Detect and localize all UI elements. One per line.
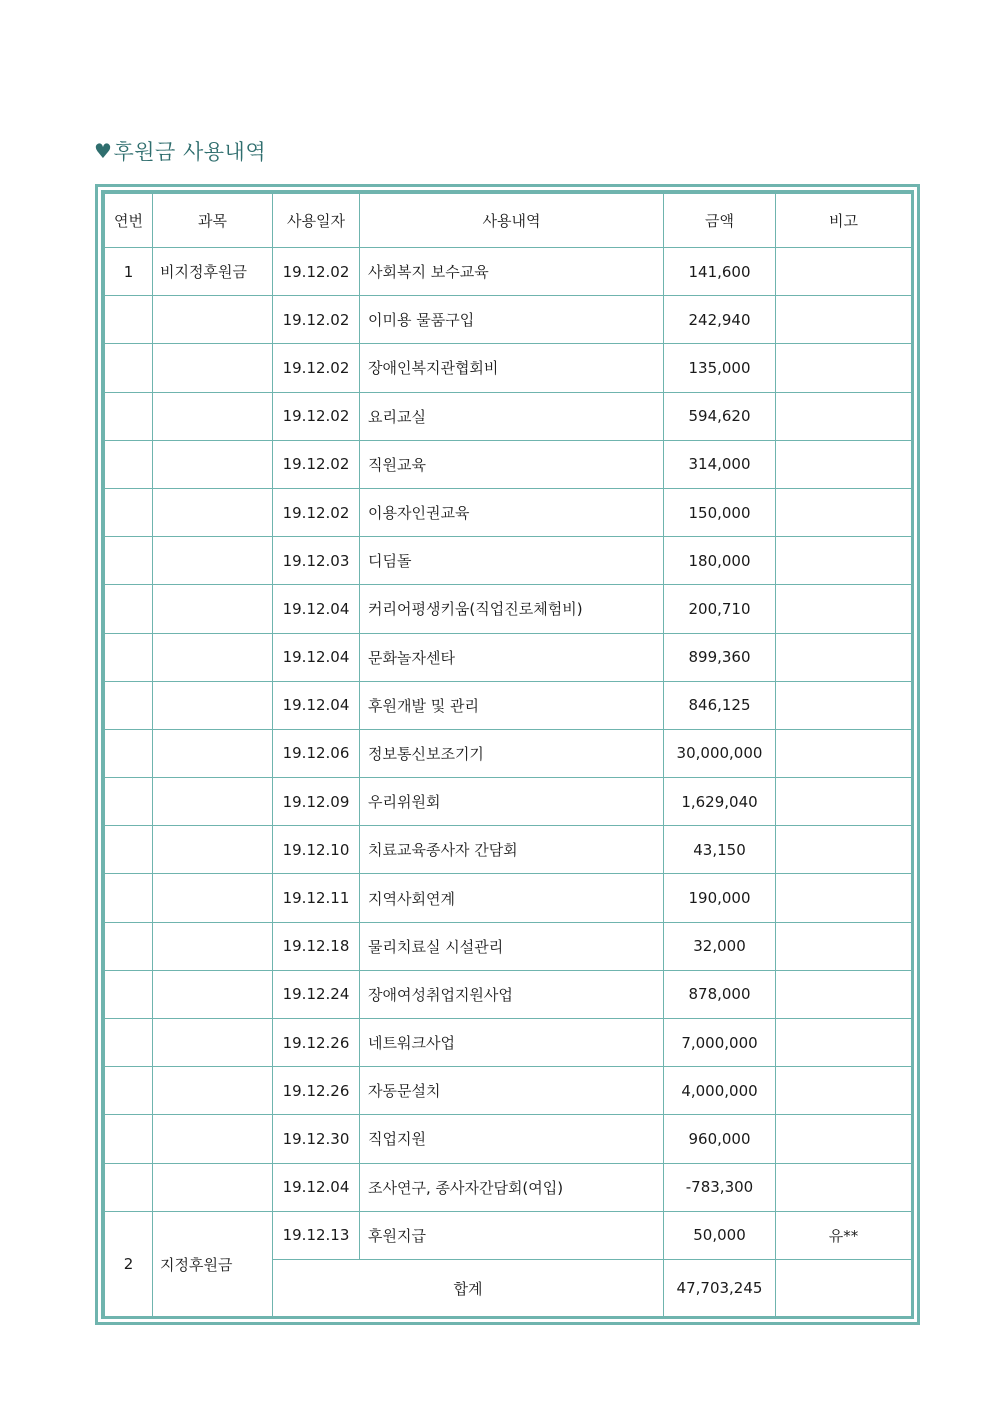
row-category-empty — [153, 488, 273, 536]
row-description: 이미용 물품구입 — [360, 296, 664, 344]
table-row — [105, 1019, 912, 1067]
row-description: 조사연구, 종사자간담회(여입) — [360, 1163, 664, 1211]
donation-usage-table — [104, 193, 912, 1318]
table-row — [105, 922, 912, 970]
row-no-empty — [105, 1163, 153, 1211]
row-category-empty — [153, 537, 273, 585]
row-note — [776, 778, 912, 826]
row-description: 커리어평생키움(직업진로체험비) — [360, 585, 664, 633]
row-amount: 141,600 — [664, 248, 776, 296]
table-row — [105, 1067, 912, 1115]
row-amount: 1,629,040 — [664, 778, 776, 826]
table-row — [105, 585, 912, 633]
row-amount: 594,620 — [664, 392, 776, 440]
row-date: 19.12.11 — [273, 874, 360, 922]
row-amount: -783,300 — [664, 1163, 776, 1211]
row-date: 19.12.02 — [273, 248, 360, 296]
table-row — [105, 440, 912, 488]
row-amount: 878,000 — [664, 970, 776, 1018]
table-row — [105, 537, 912, 585]
row-category: 비지정후원금 — [153, 248, 273, 296]
row-description: 치료교육종사자 간담회 — [360, 826, 664, 874]
total-label: 합계 — [273, 1259, 664, 1317]
row-amount: 135,000 — [664, 344, 776, 392]
row-category-empty — [153, 585, 273, 633]
row-note — [776, 1019, 912, 1067]
table-header-row — [105, 194, 912, 248]
row-date: 19.12.03 — [273, 537, 360, 585]
row-no-empty — [105, 344, 153, 392]
row-note — [776, 729, 912, 777]
row-date: 19.12.26 — [273, 1019, 360, 1067]
row-no-empty — [105, 488, 153, 536]
table-row — [105, 488, 912, 536]
row-date: 19.12.04 — [273, 633, 360, 681]
table-row — [105, 296, 912, 344]
row-date: 19.12.04 — [273, 681, 360, 729]
table-body — [105, 248, 912, 1318]
row-date: 19.12.18 — [273, 922, 360, 970]
col-header-category: 과목 — [153, 194, 273, 248]
row-no-empty — [105, 1019, 153, 1067]
row-note — [776, 970, 912, 1018]
row-note — [776, 633, 912, 681]
table-row — [105, 970, 912, 1018]
row-description: 후원지급 — [360, 1211, 664, 1259]
row-category: 지정후원금 — [153, 1211, 273, 1317]
row-description: 후원개발 및 관리 — [360, 681, 664, 729]
table-row — [105, 729, 912, 777]
row-description: 사회복지 보수교육 — [360, 248, 664, 296]
total-amount: 47,703,245 — [664, 1259, 776, 1317]
row-amount: 4,000,000 — [664, 1067, 776, 1115]
table-row — [105, 778, 912, 826]
row-no-empty — [105, 778, 153, 826]
row-no-empty — [105, 633, 153, 681]
row-description: 문화놀자센타 — [360, 633, 664, 681]
row-no-empty — [105, 681, 153, 729]
page-title — [94, 136, 266, 166]
row-amount: 180,000 — [664, 537, 776, 585]
row-amount: 32,000 — [664, 922, 776, 970]
row-category-empty — [153, 874, 273, 922]
row-date: 19.12.10 — [273, 826, 360, 874]
row-category-empty — [153, 1067, 273, 1115]
row-amount: 200,710 — [664, 585, 776, 633]
row-description: 지역사회연계 — [360, 874, 664, 922]
row-date: 19.12.06 — [273, 729, 360, 777]
row-category-empty — [153, 440, 273, 488]
row-amount: 7,000,000 — [664, 1019, 776, 1067]
row-amount: 899,360 — [664, 633, 776, 681]
row-amount: 190,000 — [664, 874, 776, 922]
row-note — [776, 1115, 912, 1163]
row-amount: 150,000 — [664, 488, 776, 536]
row-date: 19.12.02 — [273, 392, 360, 440]
row-no-empty — [105, 1067, 153, 1115]
row-category-empty — [153, 1115, 273, 1163]
row-amount: 846,125 — [664, 681, 776, 729]
col-header-note: 비고 — [776, 194, 912, 248]
row-note — [776, 1163, 912, 1211]
row-date: 19.12.02 — [273, 344, 360, 392]
row-note — [776, 296, 912, 344]
row-category-empty — [153, 344, 273, 392]
table-row — [105, 248, 912, 296]
row-amount: 314,000 — [664, 440, 776, 488]
row-amount: 242,940 — [664, 296, 776, 344]
row-no: 1 — [105, 248, 153, 296]
row-date: 19.12.13 — [273, 1211, 360, 1259]
row-no-empty — [105, 537, 153, 585]
row-no-empty — [105, 392, 153, 440]
row-note — [776, 1067, 912, 1115]
row-description: 네트워크사업 — [360, 1019, 664, 1067]
row-no-empty — [105, 874, 153, 922]
row-date: 19.12.02 — [273, 440, 360, 488]
row-category-empty — [153, 729, 273, 777]
row-category-empty — [153, 826, 273, 874]
row-category-empty — [153, 778, 273, 826]
row-amount: 43,150 — [664, 826, 776, 874]
row-category-empty — [153, 922, 273, 970]
row-note — [776, 826, 912, 874]
row-note — [776, 248, 912, 296]
row-category-empty — [153, 1019, 273, 1067]
row-note — [776, 392, 912, 440]
row-amount: 50,000 — [664, 1211, 776, 1259]
row-category-empty — [153, 633, 273, 681]
col-header-no: 연번 — [105, 194, 153, 248]
row-no-empty — [105, 585, 153, 633]
row-description: 물리치료실 시설관리 — [360, 922, 664, 970]
col-header-date: 사용일자 — [273, 194, 360, 248]
row-amount: 960,000 — [664, 1115, 776, 1163]
table-row — [105, 826, 912, 874]
table-row — [105, 1211, 912, 1259]
row-category-empty — [153, 681, 273, 729]
table-frame — [95, 184, 920, 1325]
row-description: 이용자인권교육 — [360, 488, 664, 536]
row-date: 19.12.04 — [273, 1163, 360, 1211]
row-no-empty — [105, 826, 153, 874]
row-date: 19.12.04 — [273, 585, 360, 633]
row-description: 자동문설치 — [360, 1067, 664, 1115]
row-note — [776, 922, 912, 970]
row-note — [776, 585, 912, 633]
row-note — [776, 440, 912, 488]
row-date: 19.12.02 — [273, 296, 360, 344]
row-note — [776, 681, 912, 729]
row-description: 직업지원 — [360, 1115, 664, 1163]
col-header-amount: 금액 — [664, 194, 776, 248]
row-date: 19.12.24 — [273, 970, 360, 1018]
row-description: 우리위원회 — [360, 778, 664, 826]
table-row — [105, 633, 912, 681]
row-no-empty — [105, 296, 153, 344]
row-note — [776, 537, 912, 585]
col-header-description: 사용내역 — [360, 194, 664, 248]
row-no-empty — [105, 729, 153, 777]
row-note — [776, 488, 912, 536]
row-category-empty — [153, 296, 273, 344]
heart-icon: ♥ — [94, 139, 113, 163]
row-description: 정보통신보조기기 — [360, 729, 664, 777]
row-note — [776, 344, 912, 392]
row-date: 19.12.09 — [273, 778, 360, 826]
row-category-empty — [153, 1163, 273, 1211]
row-date: 19.12.02 — [273, 488, 360, 536]
table-row — [105, 392, 912, 440]
row-description: 요리교실 — [360, 392, 664, 440]
total-note — [776, 1259, 912, 1317]
row-description: 장애인복지관협회비 — [360, 344, 664, 392]
row-no-empty — [105, 440, 153, 488]
row-category-empty — [153, 970, 273, 1018]
row-description: 디딤돌 — [360, 537, 664, 585]
row-no-empty — [105, 970, 153, 1018]
row-no-empty — [105, 922, 153, 970]
row-date: 19.12.30 — [273, 1115, 360, 1163]
page-title-text: 후원금 사용내역 — [113, 140, 267, 164]
row-no: 2 — [105, 1211, 153, 1317]
row-description: 장애여성취업지원사업 — [360, 970, 664, 1018]
row-date: 19.12.26 — [273, 1067, 360, 1115]
row-note — [776, 874, 912, 922]
row-no-empty — [105, 1115, 153, 1163]
table-row — [105, 344, 912, 392]
row-amount: 30,000,000 — [664, 729, 776, 777]
table-row — [105, 1163, 912, 1211]
table-row — [105, 874, 912, 922]
table-row — [105, 681, 912, 729]
row-category-empty — [153, 392, 273, 440]
row-description: 직원교육 — [360, 440, 664, 488]
table-row — [105, 1115, 912, 1163]
row-note: 유** — [776, 1211, 912, 1259]
